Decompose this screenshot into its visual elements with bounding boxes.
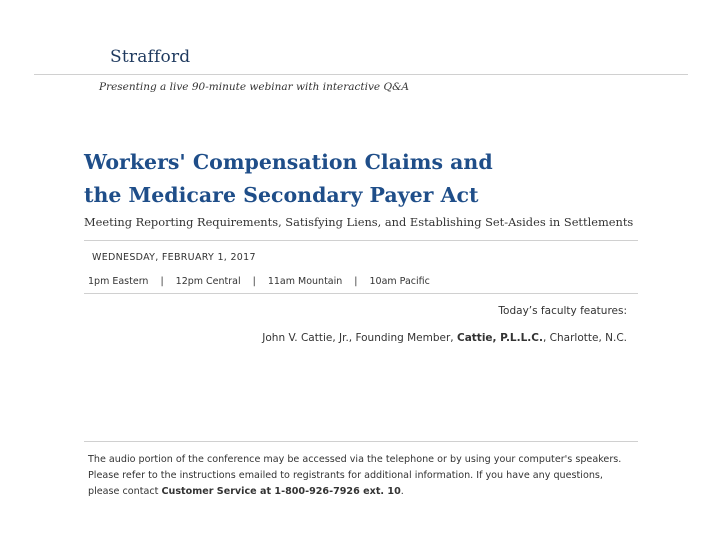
time-central: 12pm Central [175, 276, 241, 287]
time-separator: | [160, 276, 164, 287]
faculty-firm: Cattie, P.L.L.C. [456, 332, 543, 344]
header-divider [34, 74, 688, 75]
webinar-subtitle: Meeting Reporting Requirements, Satisfying Liens, and Establishing Set-Asides in Settlements [84, 215, 634, 229]
time-separator: | [354, 276, 358, 287]
time-pacific: 10am Pacific [369, 276, 430, 287]
webinar-tagline: Presenting a live 90-minute webinar with interactive Q&A [99, 81, 410, 93]
customer-service-contact: Customer Service at 1-800-926-7926 ext. 10 [161, 486, 401, 497]
webinar-title-line1: Workers' Compensation Claims and [84, 150, 493, 174]
webinar-title [84, 146, 493, 212]
audio-instructions-text: The audio portion of the conference may be accessed via the telephone or by using your computer's speakers. Please refer to the instructions emailed to registrants for additional information. If you have any questions, please contact [88, 454, 622, 497]
time-eastern: 1pm Eastern [88, 276, 149, 287]
audio-instructions [88, 452, 628, 500]
footer-divider [84, 441, 638, 442]
times-divider [84, 293, 638, 294]
faculty-member [262, 332, 627, 344]
audio-instructions-end: . [400, 486, 404, 497]
time-mountain: 11am Mountain [267, 276, 343, 287]
webinar-times [88, 276, 430, 287]
faculty-name: John V. Cattie, Jr., Founding Member, [262, 332, 457, 344]
time-separator: | [252, 276, 256, 287]
faculty-heading: Today’s faculty features: [498, 305, 627, 317]
webinar-title-line2: the Medicare Secondary Payer Act [84, 183, 479, 207]
webinar-date: WEDNESDAY, FEBRUARY 1, 2017 [92, 252, 256, 263]
faculty-location: , Charlotte, N.C. [543, 332, 627, 344]
date-divider-top [84, 240, 638, 241]
strafford-logo: Strafford [110, 47, 191, 67]
